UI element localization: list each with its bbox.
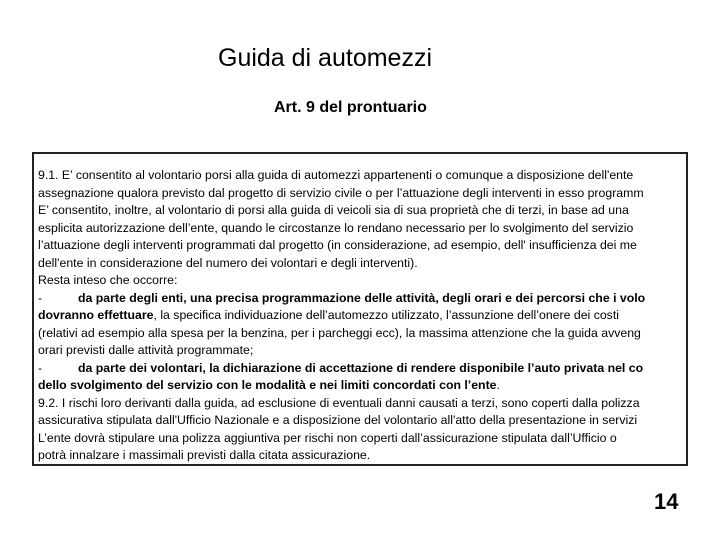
page-title: Guida di automezzi [218,44,433,72]
text-line: assegnazione qualora previsto dal progetto di servizio civile o per l’attuazione degli interventi in esso programm [38,185,644,200]
bullet-dash: - [38,360,43,375]
article-text [38,167,688,465]
bold-text: da parte dei volontari, la dichiarazione di accettazione di rendere disponibile l’auto privata nel co [78,360,644,375]
bullet-dash: - [38,290,43,305]
text-line: esplicita autorizzazione dell’ente, quando le circostanze lo rendano necessario per lo svolgimento del servizio [38,220,634,235]
text-segment: . [496,378,500,392]
text-line: (relativi ad esempio alla spesa per la benzina, per i parcheggi ecc), la massima attenzione che la guida avveng [38,325,641,340]
text-line [38,377,688,395]
text-line: assicurativa stipulata dall'Ufficio Nazionale e a disposizione del volontario all'atto della presentazione in servizi [38,413,638,427]
text-line: 9.2. I rischi loro derivanti dalla guida, ad esclusione di eventuali danni causati a terzi, sono coperti dalla polizza [38,395,640,410]
bullet-line [38,290,688,308]
bold-text: dovranno effettuare [38,308,154,322]
text-line: Resta inteso che occorre: [38,273,178,287]
text-line: orari previsti dalle attività programmate; [38,343,254,357]
text-line: dell'ente in considerazione del numero dei volontari e degli interventi). [38,255,418,270]
text-line: L’ente dovrà stipulare una polizza aggiuntiva per rischi non coperti dall’assicurazione stipulata dall’Ufficio o [38,430,617,445]
text-line: l’attuazione degli interventi programmati dal progetto (in considerazione, ad esempio, dell' insufficienza dei me [38,238,637,252]
page-subtitle: Art. 9 del prontuario [274,99,427,116]
bold-text: dello svolgimento del servizio con le modalità e nei limiti concordati con l’ente [38,378,497,392]
article-text-box [32,152,688,466]
text-line [38,307,688,325]
bold-text: da parte degli enti, una precisa programmazione delle attività, degli orari e dei percorsi che i volo [78,290,646,305]
text-segment: , la specifica individuazione dell’automezzo utilizzato, l’assunzione dell’onere dei costi [153,308,619,322]
text-line: E’ consentito, inoltre, al volontario di porsi alla guida di veicoli sia di sua proprietà che di terzi, in base ad una [38,203,629,217]
page-number: 14 [654,489,679,514]
bullet-line [38,360,688,378]
text-line: potrà innalzare i massimali previsti dalla citata assicurazione. [38,448,371,462]
text-line: 9.1. E’ consentito al volontario porsi alla guida di automezzi appartenenti o comunque a disposizione dell'ente [38,168,634,182]
